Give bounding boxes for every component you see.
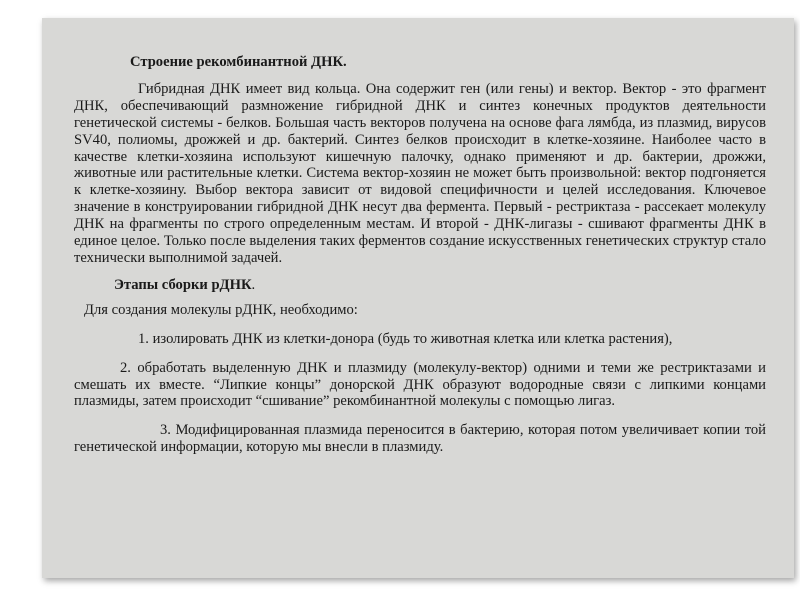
step-3: 3. Модифицированная плазмида переносится в бактерию, которая потом увеличивает копии той генетической информации, которую мы внесли в плазмиду. bbox=[74, 422, 766, 456]
main-paragraph: Гибридная ДНК имеет вид кольца. Она содержит ген (или гены) и вектор. Вектор - это фрагмент ДНК, обеспечивающий размножение гибридной ДНК и синтез конечных продуктов деятельности генетической системы - белков. Большая часть векторов получена на основе фага лямбда, из плазмид, вирусов SV40, полиомы, дрожжей и др. бактерий. Синтез белков происходит в клетке-хозяине. Наиболее часто в качестве клетки-хозяина используют кишечную палочку, однако применяют и др. бактерии, дрожжи, животные или растительные клетки. Система вектор-хозяин не может быть произвольной: вектор подгоняется к клетке-хозяину. Выбор вектора зависит от видовой специфичности и целей исследования. Ключевое значение в конструировании гибридной ДНК несут два фермента. Первый - рестриктаза - рассекает молекулу ДНК на фрагменты по строго определенным местам. И второй - ДНК-лигазы - сшивают фрагменты ДНК в единое целое. Только после выделения таких ферментов создание искусственных генетических структур стало технически выполнимой задачей. bbox=[74, 80, 766, 266]
steps-intro: Для создания молекулы рДНК, необходимо: bbox=[84, 301, 358, 318]
stages-heading-dot: . bbox=[251, 276, 256, 293]
slide bbox=[42, 18, 794, 578]
stages-heading-text: Этапы сборки рДНК bbox=[114, 276, 252, 293]
step-1: 1. изолировать ДНК из клетки-донора (будь то животная клетка или клетка растения), bbox=[138, 330, 673, 347]
stages-heading bbox=[114, 277, 766, 294]
slide-content bbox=[74, 54, 766, 468]
step-2: 2. обработать выделенную ДНК и плазмиду (молекулу-вектор) одними и теми же рестриктазами и смешать их вместе. “Липкие концы” донорской ДНК образуют водородные связи с липкими концами плазмиды, затем происходит “сшивание” рекомбинантной молекулы с помощью лигаз. bbox=[74, 359, 766, 410]
slide-title: Строение рекомбинантной ДНК. bbox=[130, 54, 347, 70]
